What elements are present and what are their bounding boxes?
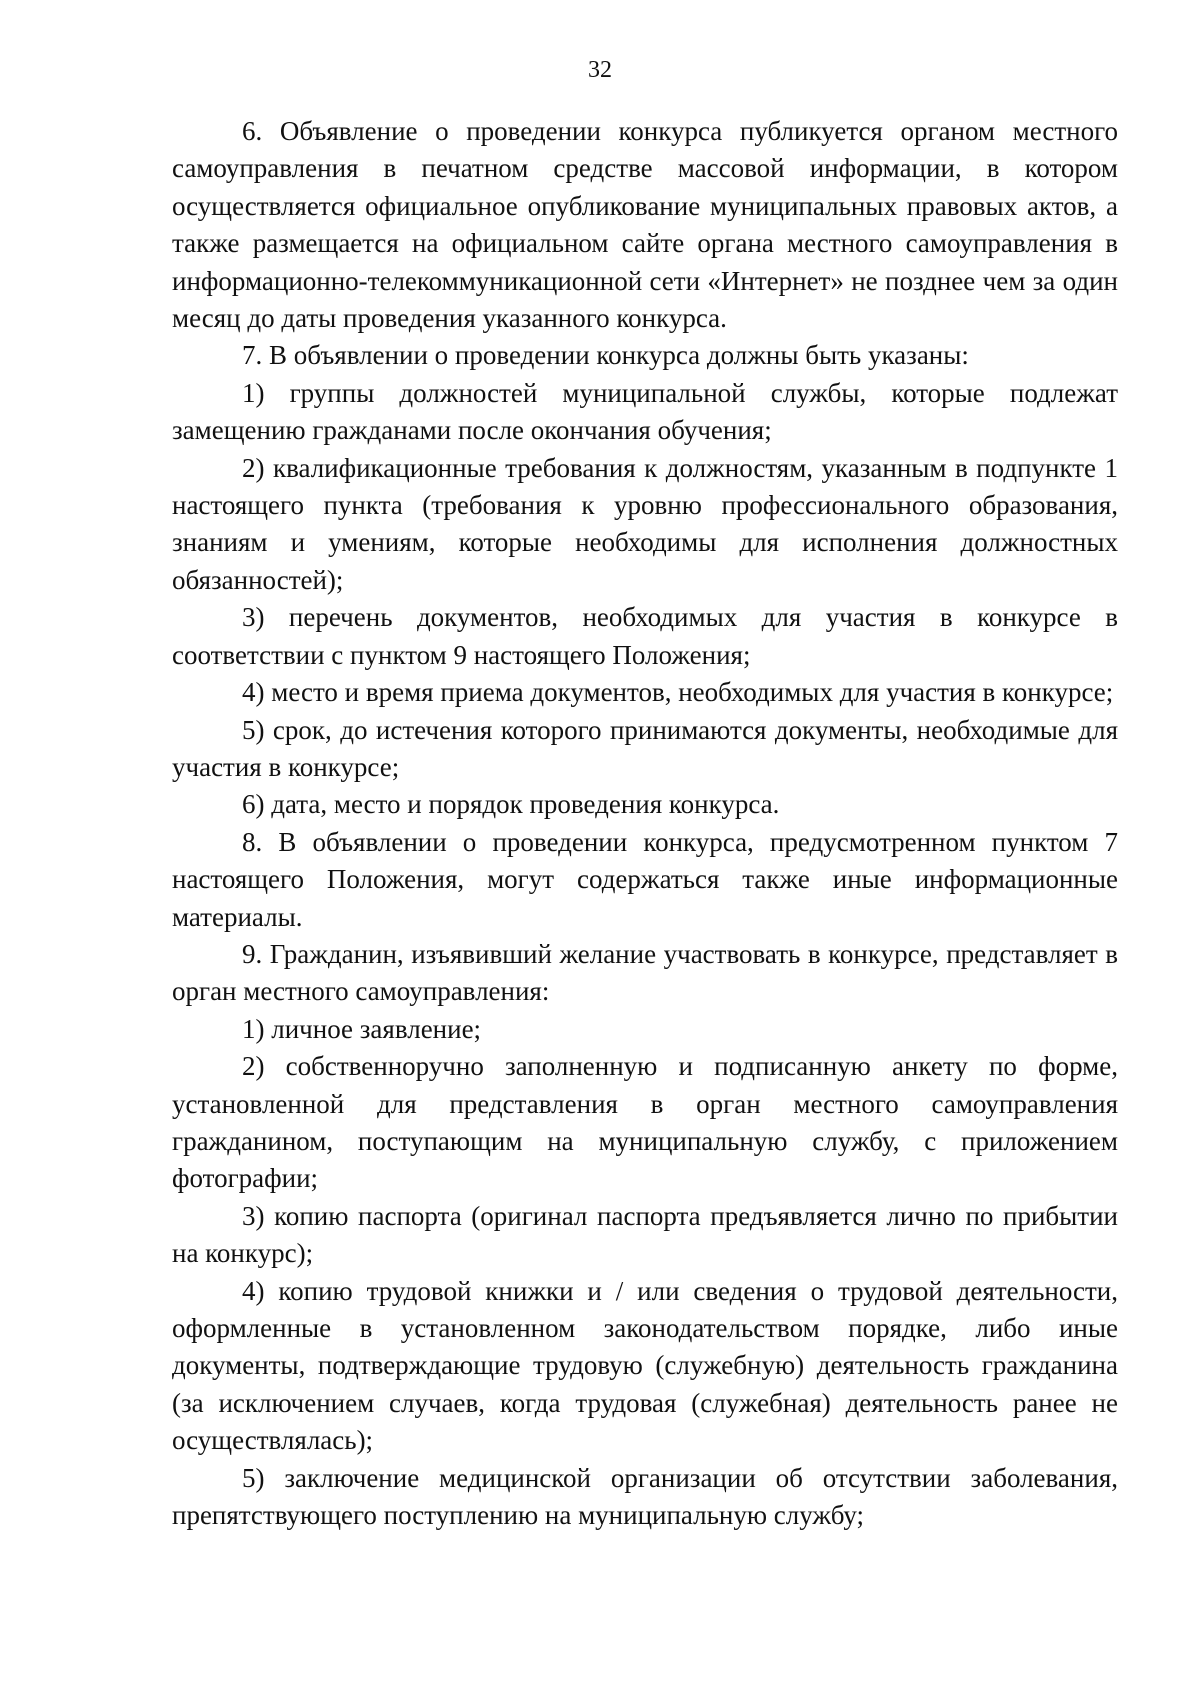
list-item-7-1: 1) группы должностей муниципальной службы, которые подлежат замещению гражданами после окончания обучения; (172, 377, 1118, 446)
list-item-7-4: 4) место и время приема документов, необходимых для участия в конкурсе; (242, 677, 1114, 708)
paragraph-8-other-materials: 8. В объявлении о проведении конкурса, предусмотренном пунктом 7 настоящего Положения, могут содержаться также иные информационные материалы. (172, 826, 1118, 932)
list-item-9-2: 2) собственноручно заполненную и подписанную анкету по форме, установленной для представления в орган местного самоуправления гражданином, поступающим на муниципальную службу, с приложением фотографии; (172, 1051, 1118, 1194)
list-item-9-4: 4) копию трудовой книжки и / или сведения о трудовой деятельности, оформленные в установленном законодательством порядке, либо иные документы, подтверждающие трудовую (служебную) деятельность гражданина (за исключением случаев, когда трудовая (служебная) деятельность ранее не осуществлялась); (172, 1275, 1118, 1456)
list-item-7-6: 6) дата, место и порядок проведения конкурса. (242, 789, 780, 820)
paragraph-6-announcement: 6. Объявление о проведении конкурса публикуется органом местного самоуправления в печатном средстве массовой информации, в котором осуществляется официальное опубликование муниципальных правовых актов, а также размещается на официальном сайте органа местного самоуправления в информационно-телекоммуникационной сети «Интернет» не позднее чем за один месяц до даты проведения указанного конкурса. (172, 116, 1118, 334)
document-body (172, 113, 1118, 1534)
list-item-7-2: 2) квалификационные требования к должностям, указанным в подпункте 1 настоящего пункта (требования к уровню профессионального образования, знаниям и умениям, которые необходимы для исполнения должностных обязанностей); (172, 452, 1118, 595)
list-item-7-3: 3) перечень документов, необходимых для участия в конкурсе в соответствии с пунктом 9 настоящего Положения; (172, 602, 1118, 670)
paragraph-7-announcement-contents: 7. В объявлении о проведении конкурса должны быть указаны: (242, 340, 969, 371)
page-number: 32 (588, 57, 612, 83)
list-item-9-3: 3) копию паспорта (оригинал паспорта предъявляется лично по прибытии на конкурс); (172, 1200, 1118, 1269)
paragraph-9-citizen-submits: 9. Гражданин, изъявивший желание участвовать в конкурсе, представляет в орган местного самоуправления: (172, 938, 1118, 1007)
list-item-9-1: 1) личное заявление; (242, 1013, 482, 1044)
list-item-7-5: 5) срок, до истечения которого принимаются документы, необходимые для участия в конкурсе; (172, 714, 1118, 782)
list-item-9-5: 5) заключение медицинской организации об отсутствии заболевания, препятствующего поступлению на муниципальную службу; (172, 1462, 1118, 1531)
